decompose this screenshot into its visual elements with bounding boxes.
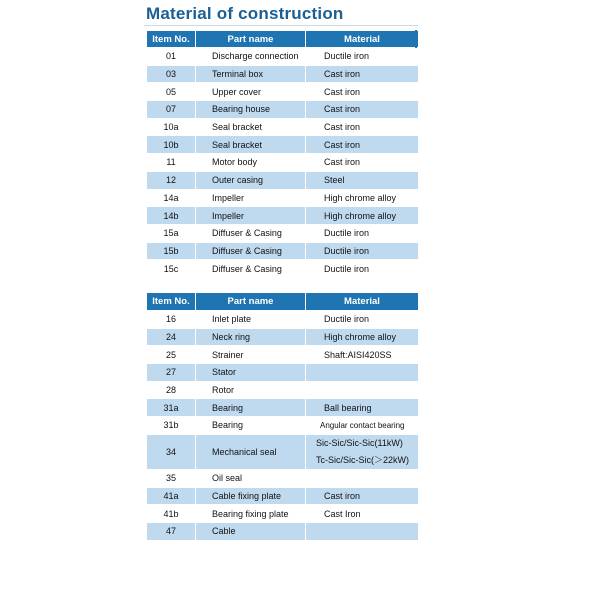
material-cell: Ductile iron [306,260,419,278]
material-cell: Ductile iron [306,224,419,242]
material-cell [306,522,419,540]
table-row [147,48,419,66]
material-cell: Ductile iron [306,242,419,260]
part-name-cell: Discharge connection [196,48,306,66]
table-row [147,505,419,523]
table-row [147,189,419,207]
item-no-cell: 31a [147,399,196,417]
item-no-cell: 05 [147,83,196,101]
table-row [147,399,419,417]
part-name-cell: Motor body [196,154,306,172]
item-no-cell: 01 [147,48,196,66]
table-row [147,136,419,154]
item-no-cell: 41b [147,505,196,523]
table-row [147,487,419,505]
table-row [147,328,419,346]
materials-table-1 [146,30,419,278]
item-no-cell: 15c [147,260,196,278]
title-underline [144,25,418,26]
item-no-cell: 14b [147,207,196,225]
part-name-cell: Inlet plate [196,311,306,329]
material-line-2: Tc-Sic/Sic-Sic(＞22kW) [316,454,410,465]
item-no-cell: 24 [147,328,196,346]
header-item-no: Item No. [147,31,196,48]
material-cell [306,364,419,382]
part-name-cell: Bearing house [196,101,306,119]
table-header-row [147,31,419,48]
material-cell [306,469,419,487]
table-header-row [147,293,419,311]
material-cell [306,381,419,399]
part-name-cell: Upper cover [196,83,306,101]
material-cell: Cast iron [306,101,419,119]
material-cell: Cast iron [306,118,419,136]
table-row [147,311,419,329]
page-title: Material of construction [146,4,344,23]
part-name-cell: Oil seal [196,469,306,487]
material-cell: Cast iron [306,154,419,172]
table-row [147,207,419,225]
part-name-cell: Diffuser & Casing [196,242,306,260]
header-edge-accent [415,30,417,48]
table-row [147,101,419,119]
part-name-cell: Cable [196,522,306,540]
item-no-cell: 16 [147,311,196,329]
part-name-cell: Seal bracket [196,118,306,136]
material-cell: Ball bearing [306,399,419,417]
table-row [147,154,419,172]
table-row [147,118,419,136]
table-row [147,434,419,469]
table-row [147,346,419,364]
item-no-cell: 27 [147,364,196,382]
item-no-cell: 35 [147,469,196,487]
table-row [147,83,419,101]
part-name-cell: Outer casing [196,171,306,189]
item-no-cell: 31b [147,417,196,435]
table-row [147,522,419,540]
item-no-cell: 10a [147,118,196,136]
material-cell: Angular contact bearing [306,417,419,435]
material-cell: Steel [306,171,419,189]
part-name-cell: Bearing [196,399,306,417]
material-cell: Ductile iron [306,48,419,66]
part-name-cell: Terminal box [196,65,306,83]
item-no-cell: 25 [147,346,196,364]
part-name-cell: Seal bracket [196,136,306,154]
part-name-cell: Diffuser & Casing [196,260,306,278]
item-no-cell: 47 [147,522,196,540]
part-name-cell: Rotor [196,381,306,399]
header-part-name: Part name [196,31,306,48]
part-name-cell: Bearing fixing plate [196,505,306,523]
item-no-cell: 12 [147,171,196,189]
part-name-cell: Diffuser & Casing [196,224,306,242]
item-no-cell: 34 [147,434,196,469]
table-row [147,65,419,83]
item-no-cell: 15b [147,242,196,260]
material-cell: Cast iron [306,83,419,101]
material-line-1: Sic-Sic/Sic-Sic(11kW) [316,437,403,448]
item-no-cell: 14a [147,189,196,207]
part-name-cell: Strainer [196,346,306,364]
table-row [147,417,419,435]
table-row [147,260,419,278]
material-cell: Cast Iron [306,505,419,523]
table-row [147,171,419,189]
header-material: Material [306,293,419,311]
part-name-cell: Bearing [196,417,306,435]
table-row [147,224,419,242]
table-row [147,364,419,382]
table-row [147,242,419,260]
header-material: Material [306,31,419,48]
material-cell: Cast iron [306,487,419,505]
material-cell: Cast iron [306,136,419,154]
item-no-cell: 15a [147,224,196,242]
table-row [147,469,419,487]
material-cell: High chrome alloy [306,328,419,346]
table-row [147,381,419,399]
item-no-cell: 11 [147,154,196,172]
material-cell: High chrome alloy [306,207,419,225]
material-cell: High chrome alloy [306,189,419,207]
item-no-cell: 10b [147,136,196,154]
item-no-cell: 07 [147,101,196,119]
material-cell: Ductile iron [306,311,419,329]
item-no-cell: 41a [147,487,196,505]
part-name-cell: Impeller [196,189,306,207]
material-cell: Shaft:AISI420SS [306,346,419,364]
part-name-cell: Neck ring [196,328,306,346]
item-no-cell: 03 [147,65,196,83]
part-name-cell: Mechanical seal [196,434,306,469]
part-name-cell: Stator [196,364,306,382]
item-no-cell: 28 [147,381,196,399]
header-item-no: Item No. [147,293,196,311]
material-cell: Cast iron [306,65,419,83]
header-part-name: Part name [196,293,306,311]
part-name-cell: Cable fixing plate [196,487,306,505]
material-cell [306,434,419,469]
materials-table-2 [146,292,419,541]
part-name-cell: Impeller [196,207,306,225]
